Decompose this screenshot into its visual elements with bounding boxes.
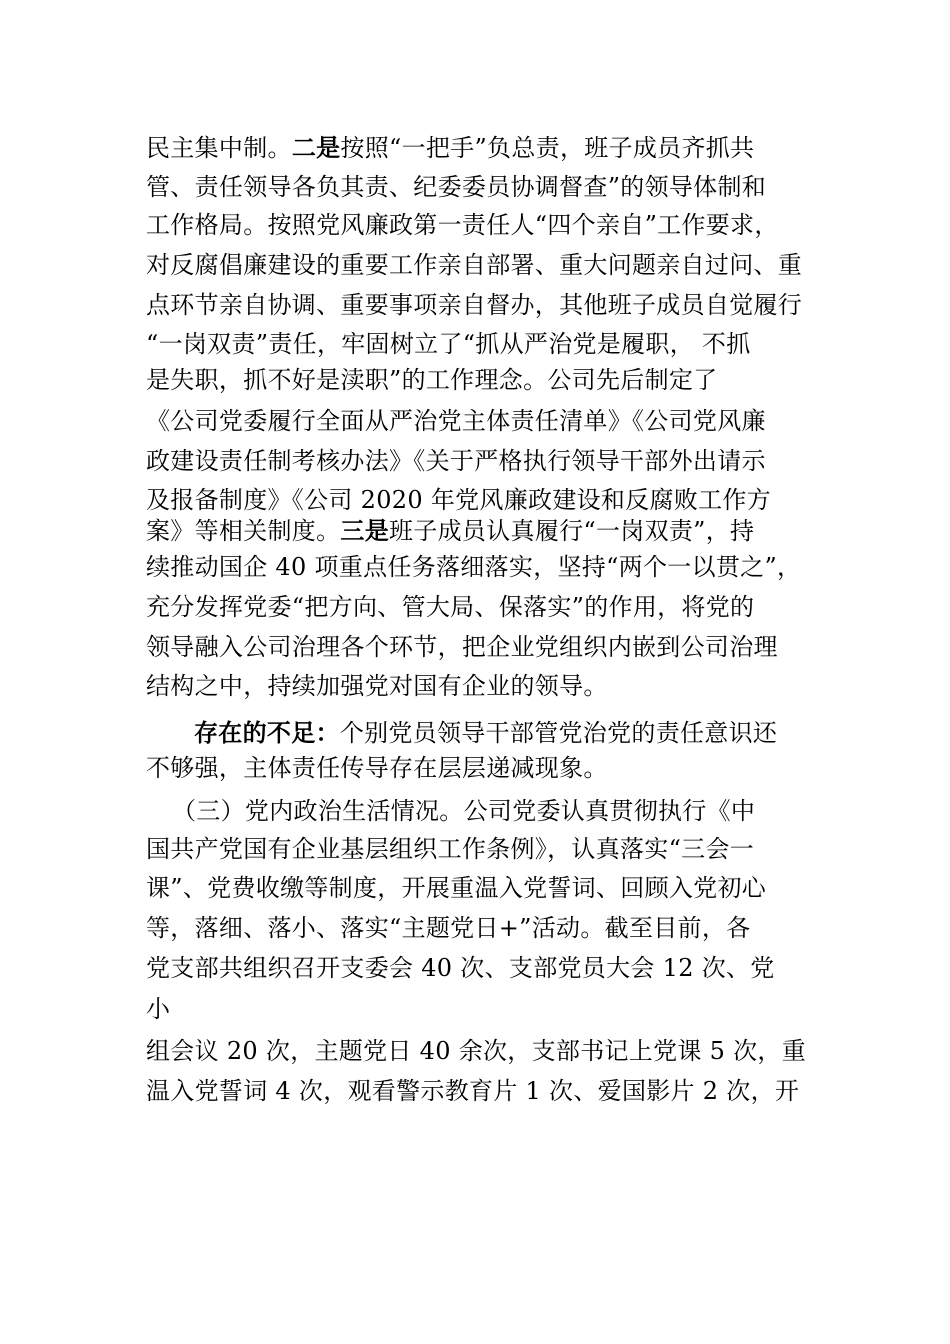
- text-line: 案》等相关制度。三是班子成员认真履行“一岗双责”，持: [146, 517, 755, 545]
- text-line: 民主集中制。二是按照“一把手”负总责，班子成员齐抓共: [146, 134, 755, 162]
- text-line: 党支部共组织召开支委会 40 次、支部党员大会 12 次、党: [146, 954, 775, 982]
- text-line: 充分发挥党委“把方向、管大局、保落实”的作用，将党的: [146, 593, 755, 621]
- text-line: 不够强，主体责任传导存在层层递减现象。: [146, 754, 608, 782]
- section-heading: 存在的不足：: [194, 719, 340, 747]
- text-line: 续推动国企 40 项重点任务落细落实，坚持“两个一以贯之”，: [146, 553, 802, 581]
- text-line: 领导融入公司治理各个环节，把企业党组织内嵌到公司治理: [146, 633, 778, 661]
- emphasis-text: 二是: [291, 134, 341, 162]
- text-line: 政建设责任制考核办法》《关于严格执行领导干部外出请示: [146, 447, 766, 475]
- text-line: 等，落细、落小、落实“主题党日+”活动。截至目前，各: [146, 914, 751, 942]
- text-line: 存在的不足：个别党员领导干部管党治党的责任意识还: [194, 719, 778, 747]
- text-line: “一岗双责”责任，牢固树立了“抓从严治党是履职， 不抓: [146, 330, 751, 358]
- text-line: 对反腐倡廉建设的重要工作亲自部署、重大问题亲自过问、重: [146, 251, 803, 279]
- text-line: 工作格局。按照党风廉政第一责任人“四个亲自”工作要求，: [146, 211, 779, 239]
- text-line: 管、责任领导各负其责、纪委委员协调督查”的领导体制和: [146, 173, 767, 201]
- text-line: 课”、党费收缴等制度，开展重温入党誓词、回顾入党初心: [146, 874, 767, 902]
- text-line: 温入党誓词 4 次，观看警示教育片 1 次、爱国影片 2 次，开: [146, 1077, 800, 1105]
- text-line: 点环节亲自协调、重要事项亲自督办，其他班子成员自觉履行: [146, 291, 803, 319]
- text-line: 结构之中，持续加强党对国有企业的领导。: [146, 672, 608, 700]
- text-line: 《公司党委履行全面从严治党主体责任清单》《公司党风廉: [146, 407, 766, 435]
- text-line: 组会议 20 次，主题党日 40 余次，支部书记上党课 5 次，重: [146, 1037, 807, 1065]
- emphasis-text: 三是: [340, 517, 390, 545]
- text-line: 是失职，抓不好是渎职”的工作理念。公司先后制定了: [146, 366, 718, 394]
- text-line: 国共产党国有企业基层组织工作条例》，认真落实“三会一: [146, 835, 755, 863]
- text-line: 小: [146, 995, 171, 1023]
- text-line: 及报备制度》《公司 2020 年党风廉政建设和反腐败工作方: [146, 486, 772, 514]
- text-line: （三）党内政治生活情况。公司党委认真贯彻执行《中: [172, 797, 756, 825]
